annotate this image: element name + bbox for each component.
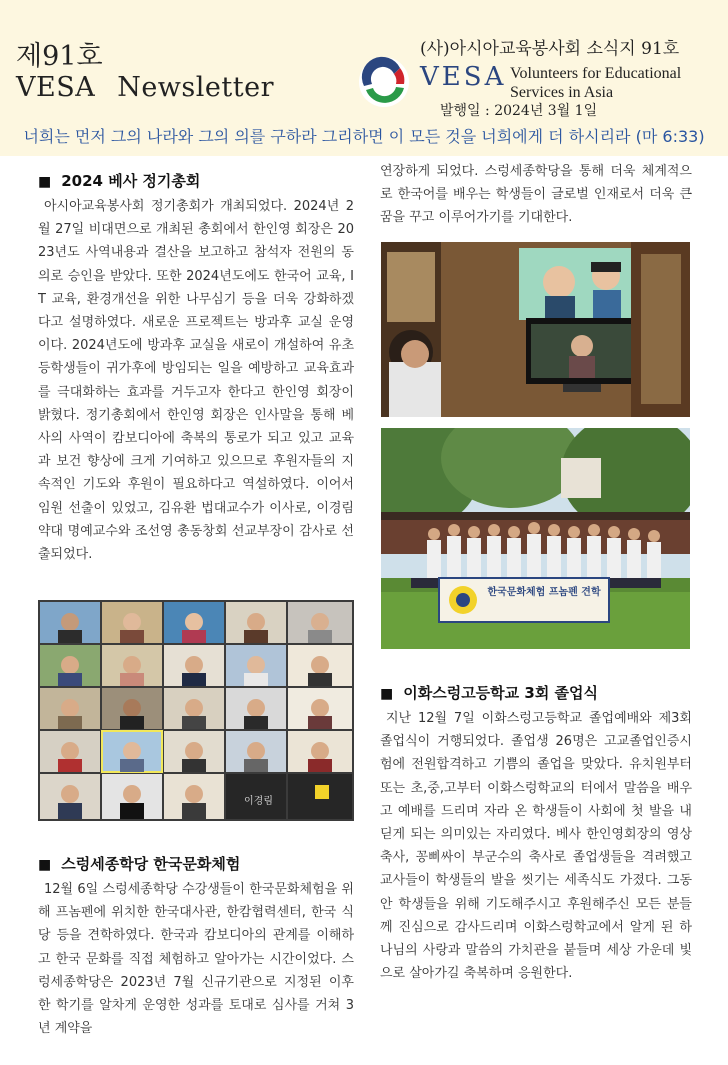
newsletter-word: Newsletter — [117, 72, 274, 103]
vesa-logo-icon — [358, 56, 410, 108]
article-body-continued: 연장하게 되었다. 스렁세종학당을 통해 더욱 체계적으로 한국어를 배우는 학생들이 글로벌 인재로서 더욱 큰 꿈을 꾸고 이루어가기를 기대한다. — [380, 164, 692, 226]
bible-verse: 너희는 먼저 그의 나라와 그의 의를 구하라 그리하면 이 모든 것을 너희에게 더 하시리라 (마 6:33) — [23, 127, 705, 146]
newsletter-title — [16, 72, 274, 103]
group-scene — [381, 428, 690, 649]
article-culture-experience — [38, 853, 354, 1040]
article-title: ■ 2024 베사 정기총회 — [38, 170, 354, 191]
issue-number: 제91호 — [16, 41, 103, 72]
tagline: Volunteers for Educational Services in Asia — [510, 65, 682, 101]
zoom-meeting-photo — [38, 600, 354, 821]
article-continuation — [380, 160, 692, 230]
article-title: ■ 스렁세종학당 한국문화체험 — [38, 853, 354, 874]
logo-text: VESA — [420, 62, 507, 92]
publication-date: 발행일 : 2024년 3월 1일 — [440, 103, 598, 119]
article-body: 12월 6일 스렁세종학당 수강생들이 한국문화체험을 위해 프놈펜에 위치한 한국대사관, 한캄협력센터, 한국 식당 등을 견학하였다. 한국과 캄보디아의 관계를 이해하고 한국 문화를 직접 체험하고 알아가는 시간이었다. 스렁세종학당은 2023년 7월 신규기관으로 지정된 이후 한 학기를 알차게 운영한 성과를 토대로 심사를 거쳐 3년 계약을 — [38, 882, 354, 1037]
banner-text: 한국문화체험 프놈펜 견학 — [487, 587, 601, 598]
newsletter-name: VESA — [16, 72, 96, 103]
group-photo — [381, 428, 690, 649]
culture-exhibit-photo — [381, 242, 690, 417]
article-graduation — [380, 682, 692, 985]
exhibit-scene — [381, 242, 690, 417]
org-issue-label: (사)아시아교육봉사회 소식지 91호 — [420, 39, 680, 59]
zoom-grid — [38, 600, 354, 821]
article-body: 아시아교육봉사회 정기총회가 개최되었다. 2024년 2월 27일 비대면으로 개최된 총회에서 한인영 회장은 2023년도 사역내용과 결산을 보고하고 참석자 전원의 동의로 승인을 받았다. 또한 2024년도에도 한국어 교육, IT 교육, 환경개선을 위한 나무심기 등을 더욱 강화하겠다고 설명하였다. 새로운 프로젝트는 방과후 교실 운영이다. 2024년도에 방과후 교실을 새로이 개설하여 유초등학생들이 귀가후에 방임되는 일을 예방하고 교육효과를 극대화하는 효과를 거두고자 한다고 한인영 회장이 밝혔다. 정기총회에서 한인영 회장은 인사말을 통해 베사의 사역이 캄보디아에 축복의 통로가 되고 있고 교육과 보건 향상에 크게 기여하고 있으므로 후원자들의 지속적인 기도와 후원이 필요하다고 역설하였다. 이어서 임원 선출이 있었고, 김유환 법대교수가 이사로, 이경림 약대 명예교수와 조선영 총동창회 선교부장이 감사로 선출되었다. — [38, 199, 354, 563]
zoom-participant-name: 이경림 — [244, 796, 273, 807]
article-title: ■ 이화스렁고등학교 3회 졸업식 — [380, 682, 692, 703]
article-body: 지난 12월 7일 이화스렁고등학교 졸업예배와 제3회 졸업식이 거행되었다. 졸업생 26명은 고교졸업인증시험에 전원합격하고 기쁨의 졸업을 맞았다. 유치원부터 또는 초,중,고부터 이화스렁학교의 터에서 말씀을 배우고 예배를 드리며 자라 온 학생들이 사회에 첫 발을 내딛게 되는 의미있는 자리였다. 베사 한인영회장의 영상 축사, 꽁삐싸이 부군수의 축사로 졸업생들을 격려했고 교사들이 학생들의 발을 씻기는 세족식도 가졌다. 그동안 학생들을 위해 기도해주시고 후원해주신 모든 분들께 진심으로 감사드리며 이화스렁학교에서 알게 된 하나님의 사랑과 말씀의 가치관을 붙들며 세상 가운데 빛으로 살아가길 축복하며 응원한다. — [380, 711, 692, 982]
article-general-meeting — [38, 170, 354, 566]
newsletter-header — [0, 0, 728, 156]
